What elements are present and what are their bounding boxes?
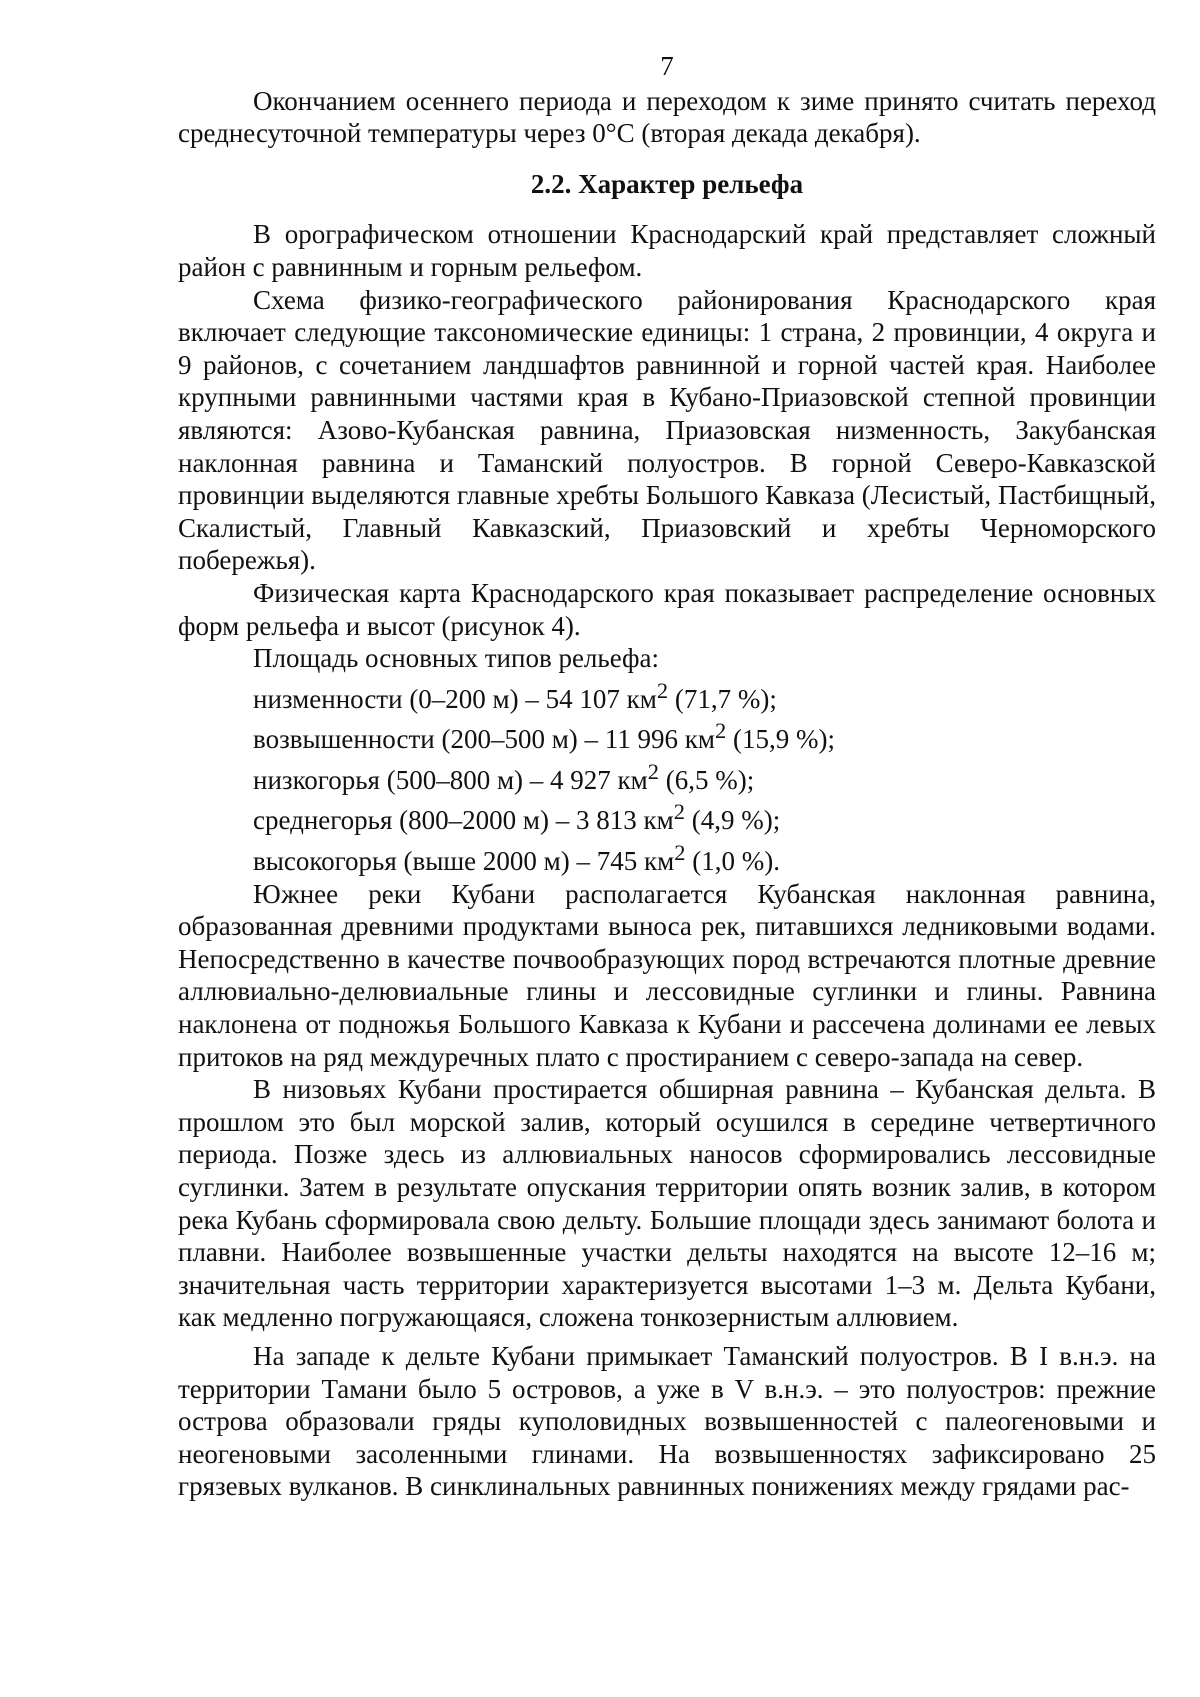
page-number: 7 xyxy=(660,51,674,81)
relief-list-item xyxy=(178,715,1156,756)
relief-area: 745 xyxy=(596,846,644,877)
relief-area: 11 996 xyxy=(604,724,685,755)
paragraph: В орографическом отношении Краснодарский край представляет сложный район с равнинным и горным рельефом. xyxy=(178,219,1156,282)
relief-range: (800–2000 м) xyxy=(399,805,549,836)
relief-name: высокогорья xyxy=(253,846,404,877)
paragraph: В низовьях Кубани простирается обширная равнина – Кубанская дельта. В прошлом это был морской залив, который осушился в середине четвертичного периода. Позже здесь из аллювиальных наносов сформировались лессовидные суглинки. Затем в результате опускания территории опять возник залив, в котором река Кубань сформировала свою дельту. Большие площади здесь занимают болота и плавни. Наиболее возвышенные участки дельты находятся на высоте 12–16 м; значительная часть территории характеризуется высотами 1–3 м. Дельта Кубани, как медленно погружающаяся, сложена тонкозернистым аллювием. xyxy=(178,1074,1156,1333)
paragraph: Физическая карта Краснодарского края показывает распределение основных форм рельефа и высот (рисунок 4). xyxy=(178,577,1156,641)
intro-paragraph: Окончанием осеннего периода и переходом к зиме принято считать переход среднесуточной температуры через 0°С (вторая декада декабря). xyxy=(178,85,1156,149)
dash: – xyxy=(577,724,605,755)
paragraph: Южнее реки Кубани располагается Кубанская наклонная равнина, образованная древними продуктами выноса рек, питавшихся ледниковыми водами. Непосредственно в качестве почвообразующих пород встречаются плотные древние аллювиально-делювиальные глины и лессовидные суглинки и глины. Равнина наклонена от подножья Большого Кавказа к Кубани и рассечена долинами ее левых притоков на ряд междуречных плато с простиранием с северо-запада на север. xyxy=(178,878,1156,1072)
relief-list xyxy=(178,642,1156,878)
relief-area: 54 107 xyxy=(545,683,627,714)
unit-superscript: 2 xyxy=(715,718,727,744)
dash: – xyxy=(569,846,597,877)
document-page xyxy=(178,50,1156,1503)
relief-area: 3 813 xyxy=(576,805,644,836)
paragraph: На западе к дельте Кубани примыкает Таманский полуостров. В I в.н.э. на территории Тамани было 5 островов, а уже в V в.н.э. – это полуостров: прежние острова образовали гряды куполовидных возвышенностей с палеогеновыми и неогеновыми засоленными глинами. На возвышенностях зафиксировано 25 грязевых вулканов. В синклинальных равнинных понижениях между грядами рас- xyxy=(178,1340,1156,1502)
unit: км xyxy=(617,764,648,795)
paragraphs-after-list xyxy=(178,878,1156,1503)
relief-share: (6,5 %); xyxy=(659,764,755,795)
relief-range: (выше 2000 м) xyxy=(403,846,570,877)
unit-superscript: 2 xyxy=(647,758,659,784)
relief-name: низкогорья xyxy=(253,764,387,795)
unit: км xyxy=(643,805,674,836)
relief-list-heading: Площадь основных типов рельефа: xyxy=(253,643,660,674)
relief-name: низменности xyxy=(253,683,410,714)
relief-list-item xyxy=(178,837,1156,878)
dash: – xyxy=(549,805,576,836)
unit: км xyxy=(626,683,657,714)
paragraph: Схема физико-географического районирования Краснодарского края включает следующие таксономические единицы: 1 страна, 2 провинции, 4 округа и 9 районов, с сочетанием ландшафтов равнинной и горной частей края. Наиболее крупными равнинными частями края в Кубано-Приазовской степной провинции являются: Азово-Кубанская равнина, Приазовская низменность, Закубанская наклонная равнина и Таманский полуостров. В горной Северо-Кавказской провинции выделяются главные хребты Большого Кавказа (Лесистый, Пастбищный, Скалистый, Главный Кавказский, Приазовский и хребты Черноморского побережья). xyxy=(178,284,1156,576)
unit-superscript: 2 xyxy=(673,799,685,825)
unit: км xyxy=(644,846,675,877)
unit: км xyxy=(684,724,715,755)
dash: – xyxy=(518,683,546,714)
relief-name: возвышенности xyxy=(253,724,442,755)
relief-area: 4 927 xyxy=(550,764,618,795)
relief-range: (200–500 м) xyxy=(441,724,578,755)
relief-share: (1,0 %). xyxy=(685,846,780,877)
relief-range: (500–800 м) xyxy=(386,764,524,795)
relief-list-item xyxy=(178,796,1156,837)
relief-share: (15,9 %); xyxy=(726,724,835,755)
paragraphs-before-list xyxy=(178,218,1156,642)
relief-list-item xyxy=(178,675,1156,716)
unit-superscript: 2 xyxy=(674,840,686,866)
relief-list-item xyxy=(178,756,1156,797)
relief-share: (4,9 %); xyxy=(684,805,781,836)
dash: – xyxy=(523,764,551,795)
section-heading: 2.2. Характер рельефа xyxy=(530,168,804,199)
relief-range: (0–200 м) xyxy=(409,683,519,714)
relief-share: (71,7 %); xyxy=(668,683,777,714)
unit-superscript: 2 xyxy=(656,677,669,703)
relief-name: среднегорья xyxy=(253,805,400,836)
